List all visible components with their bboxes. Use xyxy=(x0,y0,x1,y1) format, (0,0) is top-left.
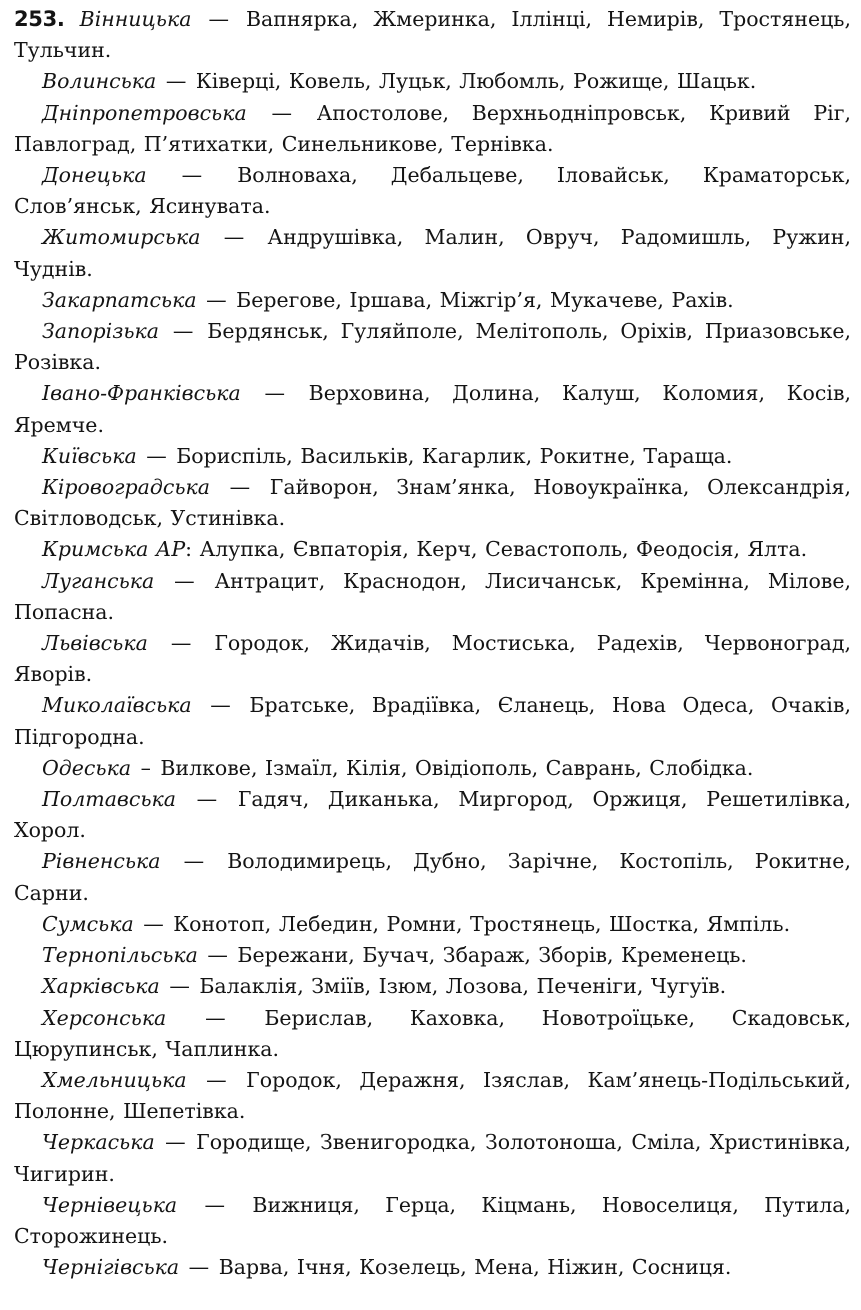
region-name: Одеська xyxy=(42,755,132,780)
region-name: Чернігівська xyxy=(42,1255,180,1280)
region-name: Хмельницька xyxy=(42,1067,187,1092)
separator: — xyxy=(206,287,227,312)
region-entry xyxy=(14,566,851,628)
region-entry xyxy=(14,66,851,97)
city-list: Берислав, Каховка, Новотроїцьке, Скадовськ, Цюрупинськ, Чаплинка. xyxy=(14,1005,851,1061)
region-entry xyxy=(14,98,851,160)
region-entry xyxy=(14,909,851,940)
region-entry xyxy=(14,285,851,316)
region-name: Сумська xyxy=(42,911,134,936)
city-list: Вапнярка, Жмеринка, Іллінці, Немирів, Тростянець, Тульчин. xyxy=(14,7,851,63)
separator: — xyxy=(165,69,187,94)
separator: : xyxy=(185,537,193,562)
separator: — xyxy=(208,7,229,31)
city-list: Володимирець, Дубно, Зарічне, Костопіль, Рокитне, Сарни. xyxy=(14,849,851,905)
city-list: Гадяч, Диканька, Миргород, Оржиця, Решетилівка, Хорол. xyxy=(14,787,851,843)
region-name: Київська xyxy=(42,443,137,468)
region-name: Черкаська xyxy=(42,1130,155,1155)
region-entry xyxy=(14,472,851,534)
region-name: Кіровоградська xyxy=(42,475,210,500)
region-entry xyxy=(14,441,851,472)
city-list: Бориспіль, Васильків, Кагарлик, Рокитне, Тараща. xyxy=(176,443,733,468)
city-list: Варва, Ічня, Козелець, Мена, Ніжин, Сосниця. xyxy=(218,1255,732,1280)
city-list: Апостолове, Верхньодніпровськ, Кривий Ріг, Павлоград, П’ятихатки, Синельникове, Тернівка. xyxy=(14,100,851,156)
exercise-253 xyxy=(14,4,851,1283)
separator: — xyxy=(165,1130,186,1155)
separator: — xyxy=(188,1255,210,1280)
region-entry xyxy=(14,316,851,378)
separator: — xyxy=(196,787,218,812)
region-entry xyxy=(14,784,851,846)
region-entry xyxy=(14,1127,851,1189)
separator: — xyxy=(170,631,192,656)
separator: — xyxy=(210,693,231,718)
separator: — xyxy=(169,974,190,999)
region-entry xyxy=(14,160,851,222)
city-list: Балаклія, Зміїв, Ізюм, Лозова, Печеніги, Чугуїв. xyxy=(199,974,727,999)
region-entry xyxy=(14,690,851,752)
city-list: Ківерці, Ковель, Луцьк, Любомль, Рожище, Шацьк. xyxy=(195,69,757,94)
region-name: Волинська xyxy=(42,69,157,94)
separator: — xyxy=(172,319,194,344)
region-name: Донецька xyxy=(42,163,147,188)
region-name: Запорізька xyxy=(42,319,160,344)
separator: — xyxy=(271,100,292,125)
separator: — xyxy=(181,163,203,188)
region-name: Житомирська xyxy=(42,225,201,250)
region-name: Чернівецька xyxy=(42,1192,178,1217)
region-entry xyxy=(14,534,851,565)
region-name: Миколаївська xyxy=(42,693,192,718)
separator: — xyxy=(207,943,228,968)
region-name: Полтавська xyxy=(42,787,176,812)
separator: — xyxy=(146,443,167,468)
separator: — xyxy=(174,568,195,593)
separator: — xyxy=(264,381,285,406)
city-list: Вижниця, Герца, Кіцмань, Новоселиця, Путила, Сторожинець. xyxy=(14,1192,851,1248)
city-list: Городок, Жидачів, Мостиська, Радехів, Червоноград, Яворів. xyxy=(14,631,851,687)
separator: — xyxy=(205,1005,226,1030)
separator: – xyxy=(140,755,151,780)
city-list: Андрушівка, Малин, Овруч, Радомишль, Ружин, Чуднів. xyxy=(14,225,851,281)
region-entry xyxy=(14,846,851,908)
region-name: Львівська xyxy=(42,631,148,656)
region-entry xyxy=(14,1252,851,1283)
region-name: Луганська xyxy=(42,568,155,593)
region-name: Вінницька xyxy=(79,7,192,31)
city-list: Бережани, Бучач, Збараж, Зборів, Кременець. xyxy=(237,943,747,968)
region-entry xyxy=(14,222,851,284)
region-entry xyxy=(14,1003,851,1065)
city-list: Конотоп, Лебедин, Ромни, Тростянець, Шостка, Ямпіль. xyxy=(173,911,791,936)
region-entry xyxy=(14,753,851,784)
region-name: Дніпропетровська xyxy=(42,100,247,125)
separator: — xyxy=(206,1067,227,1092)
region-name: Тернопільська xyxy=(42,943,198,968)
exercise-number: 253. xyxy=(14,7,65,31)
city-list: Гайворон, Знам’янка, Новоукраїнка, Олександрія, Світловодськ, Устинівка. xyxy=(14,475,851,531)
separator: — xyxy=(223,225,245,250)
region-name: Рівненська xyxy=(42,849,161,874)
region-name: Харківська xyxy=(42,974,160,999)
city-list: Вилкове, Ізмаїл, Кілія, Овідіополь, Саврань, Слобідка. xyxy=(160,755,754,780)
separator: — xyxy=(183,849,205,874)
separator: — xyxy=(229,475,251,500)
region-entry xyxy=(14,971,851,1002)
city-list: Верховина, Долина, Калуш, Коломия, Косів, Яремче. xyxy=(14,381,851,437)
separator: — xyxy=(143,911,164,936)
city-list: Бердянськ, Гуляйполе, Мелітополь, Оріхів, Приазовське, Розівка. xyxy=(14,319,851,375)
city-list: Берегове, Іршава, Міжгір’я, Мукачеве, Рахів. xyxy=(236,287,734,312)
region-entry xyxy=(14,1190,851,1252)
region-name: Закарпатська xyxy=(42,287,197,312)
region-entry xyxy=(14,378,851,440)
region-name: Херсонська xyxy=(42,1005,167,1030)
region-name: Кримська АР xyxy=(42,537,186,562)
city-list: Антрацит, Краснодон, Лисичанськ, Кремінна, Міловe, Попасна. xyxy=(14,568,851,624)
region-entry xyxy=(14,940,851,971)
region-entry xyxy=(14,4,851,66)
city-list: Братське, Врадіївка, Єланець, Нова Одеса, Очаків, Підгородна. xyxy=(14,693,851,749)
city-list: Городок, Деражня, Ізяслав, Кам’янець-Подільський, Полонне, Шепетівка. xyxy=(14,1067,851,1124)
city-list: Городище, Звенигородка, Золотоноша, Сміла, Христинівка, Чигирин. xyxy=(14,1130,851,1186)
city-list: Волноваха, Дебальцеве, Іловайськ, Краматорськ, Слов’янськ, Ясинувата. xyxy=(14,163,851,219)
city-list: Алупка, Євпаторія, Керч, Севастополь, Феодосія, Ялта. xyxy=(199,537,808,562)
region-name: Івано-Франківська xyxy=(42,381,241,406)
region-entry xyxy=(14,628,851,690)
separator: — xyxy=(204,1192,226,1217)
region-entry xyxy=(14,1065,851,1127)
